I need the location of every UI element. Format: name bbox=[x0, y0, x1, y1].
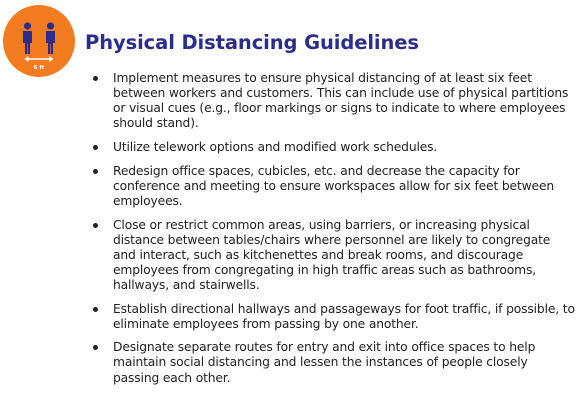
list-item-text: Establish directional hallways and passageways for foot traffic, if possible, to eliminate employees from passing by one another. bbox=[113, 301, 575, 331]
list-item bbox=[93, 164, 575, 209]
list-item-text: Redesign office spaces, cubicles, etc. and decrease the capacity for conference and meeting to ensure workspaces allow for six feet between employees. bbox=[113, 163, 555, 208]
page-title: Physical Distancing Guidelines bbox=[85, 31, 419, 54]
two-people-distancing-icon bbox=[2, 4, 76, 78]
list-item bbox=[93, 302, 575, 332]
bullet-icon bbox=[93, 307, 98, 312]
list-item-text: Utilize telework options and modified work schedules. bbox=[113, 139, 438, 154]
bullet-icon bbox=[93, 169, 98, 174]
bullet-icon bbox=[93, 223, 98, 228]
bullet-icon bbox=[93, 145, 98, 150]
list-item bbox=[93, 71, 575, 131]
list-item bbox=[93, 140, 575, 155]
list-item-text: Designate separate routes for entry and exit into office spaces to help maintain social distancing and lessen the instances of people closely passing each other. bbox=[113, 340, 536, 385]
list-item bbox=[93, 218, 575, 293]
bullet-icon bbox=[93, 345, 98, 350]
list-item-text: Implement measures to ensure physical distancing of at least six feet between workers and customers. This can include use of physical partitions or visual cues (e.g., floor markings or signs to indicate to where employees should stand). bbox=[113, 71, 569, 131]
list-item-text: Close or restrict common areas, using barriers, or increasing physical distance between tables/chairs where personnel are likely to congregate and interact, such as kitchenettes and break rooms, and discourage employees from congregating in high traffic areas such as bathrooms, hallways, and stairwells. bbox=[113, 217, 551, 292]
guidelines-list bbox=[93, 71, 575, 394]
bullet-icon bbox=[93, 76, 98, 81]
list-item bbox=[93, 340, 575, 385]
svg-text:6 ft: 6 ft bbox=[33, 65, 45, 71]
